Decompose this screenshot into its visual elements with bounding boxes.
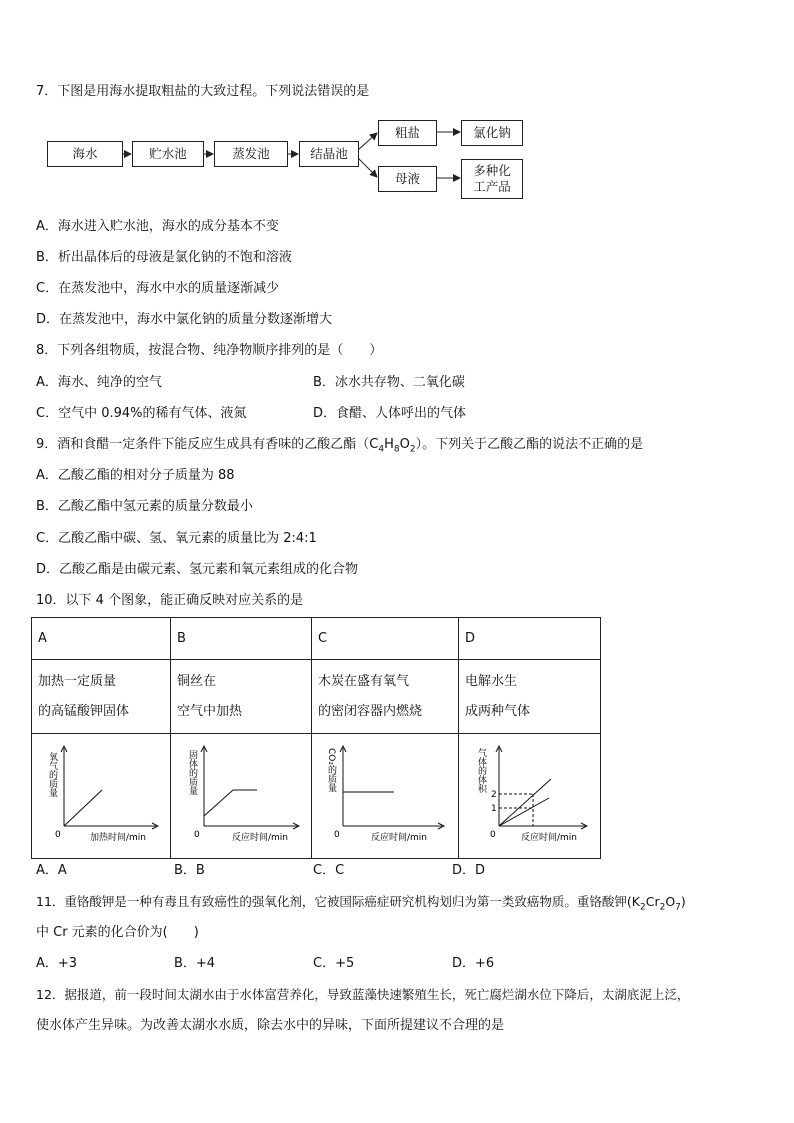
flow-sodium-chloride: 氯化钠 <box>461 120 523 146</box>
q11-k-sub: 2 <box>639 902 646 913</box>
graph-a-ylabel: 氧气的质量 <box>47 752 57 797</box>
graph-b <box>177 734 311 854</box>
graph-d-tick-1: 1 <box>491 804 497 814</box>
flow-chemical-products-line2: 工产品 <box>473 179 511 194</box>
q11-close: ) <box>680 894 686 909</box>
q8-stem: 8．下列各组物质，按混合物、纯净物顺序排列的是（ ） <box>36 343 383 358</box>
q11-line2: 中 Cr 元素的化合价为( ) <box>36 925 199 940</box>
q11-line1 <box>36 893 686 917</box>
q10-graph-b <box>171 734 312 859</box>
q9-o: O <box>399 437 410 452</box>
q10-answer-d: D．D <box>452 863 486 878</box>
q10-label-d: D <box>459 618 601 660</box>
q10-label-b: B <box>171 618 312 660</box>
graph-a <box>38 734 170 854</box>
q10-desc-a <box>32 660 171 734</box>
graph-b-xlabel: 反应时间/min <box>232 833 289 843</box>
q10-desc-c <box>312 660 459 734</box>
q7-stem: 7．下图是用海水提取粗盐的大致过程。下列说法错误的是 <box>36 84 370 99</box>
arrow-icon <box>358 133 377 150</box>
q10-desc-b <box>171 660 312 734</box>
graph-c-origin: 0 <box>334 830 340 840</box>
graph-c <box>318 734 458 854</box>
graph-d-tick-2: 2 <box>491 790 497 800</box>
q9-stem-part1: 9．酒和食醋一定条件下能反应生成具有香味的乙酸乙酯（C <box>36 437 379 452</box>
q10-desc-d <box>459 660 601 734</box>
q10-label-c: C <box>312 618 459 660</box>
q11-o: O <box>665 894 676 909</box>
flow-mother-liquor: 母液 <box>378 166 437 192</box>
graph-d-origin: 0 <box>490 830 496 840</box>
q9-option-a: A．乙酸乙酯的相对分子质量为 88 <box>36 468 235 483</box>
q11-cr: Cr <box>645 894 660 909</box>
flow-crude-salt: 粗盐 <box>378 120 437 146</box>
q8-option-a: A．海水、纯净的空气 <box>36 375 162 390</box>
q9-option-c: C．乙酸乙酯中碳、氢、氧元素的质量比为 2:4:1 <box>36 531 317 546</box>
flow-seawater: 海水 <box>47 141 123 167</box>
q9-option-b: B．乙酸乙酯中氢元素的质量分数最小 <box>36 499 253 514</box>
q10-graph-d <box>459 734 601 859</box>
q10-desc-b-line2: 空气中加热 <box>177 703 243 719</box>
q9-sub-3: 2 <box>409 444 416 455</box>
q10-desc-c-line2: 的密闭容器内燃烧 <box>318 703 423 719</box>
q9-stem-part2: ）。下列关于乙酸乙酯的说法不正确的是 <box>415 437 644 452</box>
q9-option-d: D．乙酸乙酯是由碳元素、氢元素和氧元素组成的化合物 <box>36 562 359 577</box>
q10-answer-a: A．A <box>36 863 67 878</box>
flow-evaporation-pool: 蒸发池 <box>214 141 288 167</box>
q7-option-d: D．在蒸发池中，海水中氯化钠的质量分数逐渐增大 <box>36 312 333 327</box>
graph-d-line-hydrogen <box>499 779 551 826</box>
q9-stem <box>36 436 643 459</box>
q10-options-table <box>31 617 601 859</box>
graph-c-xlabel: 反应时间/min <box>371 833 428 843</box>
q11-option-c: C．+5 <box>313 956 355 971</box>
q9-h: H <box>384 437 394 452</box>
q11-option-d: D．+6 <box>452 956 495 971</box>
q10-graph-c <box>312 734 459 859</box>
flow-crystallization-pool: 结晶池 <box>299 141 359 167</box>
q12-line2: 使水体产生异味。为改善太湖水水质，除去水中的异味，下面所提建议不合理的是 <box>36 1018 505 1033</box>
q7-option-a: A．海水进入贮水池，海水的成分基本不变 <box>36 219 279 234</box>
q11-option-b: B．+4 <box>174 956 216 971</box>
graph-d-ylabel: 气体的体积 <box>476 748 486 793</box>
graph-b-origin: 0 <box>194 830 200 840</box>
graph-a-line <box>64 790 102 826</box>
q10-desc-a-line1: 加热一定质量 <box>38 673 117 689</box>
graph-a-xlabel: 加热时间/min <box>90 833 147 843</box>
q10-desc-d-line2: 成两种气体 <box>465 703 531 719</box>
q10-desc-d-line1: 电解水生 <box>465 673 518 689</box>
q7-option-b: B．析出晶体后的母液是氯化钠的不饱和溶液 <box>36 250 292 265</box>
arrow-icon <box>358 158 377 177</box>
graph-b-line <box>204 790 257 816</box>
graph-d <box>465 734 600 854</box>
flow-chemical-products-line1: 多种化 <box>473 163 511 178</box>
q10-answer-c: C．C <box>313 863 345 878</box>
graph-d-xlabel: 反应时间/min <box>521 833 578 843</box>
q10-stem: 10．以下 4 个图象，能正确反映对应关系的是 <box>36 593 304 608</box>
q7-option-c: C．在蒸发池中，海水中水的质量逐渐减少 <box>36 281 280 296</box>
graph-d-line-oxygen <box>499 798 549 826</box>
q10-graph-a <box>32 734 171 859</box>
q10-answer-b: B．B <box>174 863 205 878</box>
graph-b-ylabel: 固体的质量 <box>187 750 197 795</box>
q11-line1-text: 11．重铬酸钾是一种有毒且有致癌性的强氧化剂，它被国际癌症研究机构划归为第一类致癌物质。重铬酸钾(K <box>36 894 640 909</box>
q11-o-sub: 7 <box>675 902 681 913</box>
q10-label-a: A <box>32 618 171 660</box>
q10-desc-c-line1: 木炭在盛有氧气 <box>318 673 410 689</box>
flow-storage-pool: 贮水池 <box>132 141 204 167</box>
graph-c-ylabel: CO₂的质量 <box>326 748 336 792</box>
q8-option-d: D．食醋、人体呼出的气体 <box>313 406 467 421</box>
q11-cr-sub: 2 <box>659 902 666 913</box>
q9-sub-2: 8 <box>393 444 400 455</box>
q11-option-a: A．+3 <box>36 956 78 971</box>
flow-arrows <box>0 0 794 220</box>
q10-desc-a-line2: 的高锰酸钾固体 <box>38 703 130 719</box>
q9-sub-1: 4 <box>378 444 385 455</box>
q10-desc-b-line1: 铜丝在 <box>177 673 217 689</box>
graph-a-origin: 0 <box>55 830 61 840</box>
q8-option-b: B．冰水共存物、二氧化碳 <box>313 375 465 390</box>
q8-option-c: C．空气中 0.94%的稀有气体、液氮 <box>36 406 247 421</box>
q12-line1: 12．据报道，前一段时间太湖水由于水体富营养化，导致蓝藻快速繁殖生长，死亡腐烂湖水位下降后，太湖底泥上泛， <box>36 987 690 1002</box>
